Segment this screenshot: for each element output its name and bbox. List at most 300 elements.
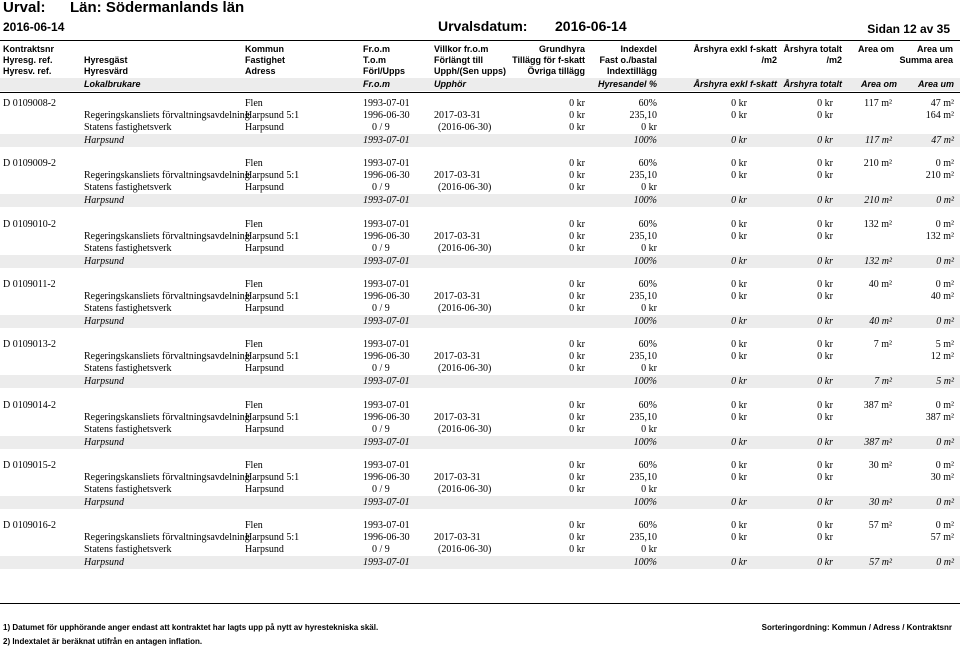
ovriga-tillagg: 0 kr <box>569 242 585 254</box>
arshyra-exkl: 0 kr <box>731 98 747 109</box>
end-date: 1996-06-30 <box>363 230 410 242</box>
sub-area-om: Area om <box>860 79 897 89</box>
arshyra-exkl: 0 kr <box>731 399 747 411</box>
lokalbrukare: Harpsund <box>84 496 125 508</box>
arshyra-exkl-m2: 0 kr <box>731 471 747 483</box>
indexdel: 60% <box>638 98 657 109</box>
bastal: 235,10 <box>629 411 657 423</box>
forlangt-till: 2017-03-31 <box>434 290 481 302</box>
forl-upps: 0 / 9 <box>372 182 390 194</box>
col-hyresgast: Hyresgäst <box>84 55 128 65</box>
hyresvard: Statens fastighetsverk <box>84 483 172 495</box>
summa-area: 387 m² <box>925 411 954 423</box>
footnote-1: 1) Datumet för upphörande anger endast att kontraktet har lagts upp på nytt av hyrestekniska skäl. <box>3 623 379 632</box>
hyresandel: 100% <box>633 436 657 448</box>
area-om: 57 m² <box>868 520 892 532</box>
col-forl-upps: Förl/Upps <box>363 66 405 76</box>
area-om: 387 m² <box>863 399 892 411</box>
end-date: 1996-06-30 <box>363 351 410 363</box>
lokalbrukare: Harpsund <box>84 557 125 569</box>
upphor-date: (2016-06-30) <box>438 122 492 133</box>
kommun: Flen <box>245 218 263 230</box>
bastal: 235,10 <box>629 230 657 242</box>
kommun: Flen <box>245 459 263 471</box>
col-villkor: Villkor fr.o.m <box>434 44 489 54</box>
start-date: 1993-07-01 <box>363 158 410 170</box>
indextillagg: 0 kr <box>641 483 657 495</box>
header-bottom-rule <box>0 92 960 93</box>
lokalbrukare-arshyra-exkl: 0 kr <box>731 376 747 388</box>
sub-lokalbrukare: Lokalbrukare <box>84 79 141 89</box>
kommun: Flen <box>245 339 263 351</box>
fastighet: Harpsund 5:1 <box>245 532 300 544</box>
forl-upps: 0 / 9 <box>372 483 390 495</box>
lokalbrukare-row <box>0 255 960 268</box>
forl-upps: 0 / 9 <box>372 544 390 556</box>
lokalbrukare-arshyra-exkl: 0 kr <box>731 557 747 569</box>
lokalbrukare-area-om: 30 m² <box>869 496 892 508</box>
col-kommun: Kommun <box>245 44 284 54</box>
ovriga-tillagg: 0 kr <box>569 122 585 133</box>
lokalbrukare-arshyra-totalt: 0 kr <box>817 557 833 569</box>
arshyra-exkl-m2: 0 kr <box>731 290 747 302</box>
summa-area: 132 m² <box>925 230 954 242</box>
lokalbrukare-area-um: 5 m² <box>936 376 954 388</box>
arshyra-exkl: 0 kr <box>731 459 747 471</box>
col-from: Fr.o.m <box>363 44 391 54</box>
hyresandel: 100% <box>633 496 657 508</box>
indexdel: 60% <box>638 399 657 411</box>
hyresvard: Statens fastighetsverk <box>84 182 172 194</box>
urvalsdatum-label: Urvalsdatum: <box>438 18 528 34</box>
kommun: Flen <box>245 278 263 290</box>
indextillagg: 0 kr <box>641 302 657 314</box>
col-area-um: Area um <box>916 44 953 54</box>
arshyra-totalt: 0 kr <box>817 218 833 230</box>
forlangt-till: 2017-03-31 <box>434 411 481 423</box>
fastighet: Harpsund 5:1 <box>245 110 300 121</box>
lokalbrukare-area-om: 387 m² <box>864 436 892 448</box>
lokalbrukare-area-um: 0 m² <box>936 496 954 508</box>
forl-upps: 0 / 9 <box>372 423 390 435</box>
tillagg-fskatt: 0 kr <box>569 411 585 423</box>
arshyra-totalt: 0 kr <box>817 98 833 109</box>
forlangt-till: 2017-03-31 <box>434 471 481 483</box>
col-hyresvard: Hyresvärd <box>84 66 129 76</box>
lokalbrukare: Harpsund <box>84 376 125 388</box>
lokalbrukare-arshyra-exkl: 0 kr <box>731 436 747 448</box>
upphor-date: (2016-06-30) <box>438 182 492 194</box>
grundhyra: 0 kr <box>569 218 585 230</box>
start-date: 1993-07-01 <box>363 399 410 411</box>
upphor-date: (2016-06-30) <box>438 423 492 435</box>
lokalbrukare: Harpsund <box>84 255 125 267</box>
forl-upps: 0 / 9 <box>372 242 390 254</box>
arshyra-exkl-m2: 0 kr <box>731 170 747 182</box>
hyresgast: Regeringskansliets förvaltningsavdelning <box>84 290 250 302</box>
summa-area: 210 m² <box>925 170 954 182</box>
arshyra-exkl-m2: 0 kr <box>731 411 747 423</box>
arshyra-exkl-m2: 0 kr <box>731 110 747 121</box>
area-um: 5 m² <box>935 339 954 351</box>
lokalbrukare-row <box>0 496 960 509</box>
hyresgast: Regeringskansliets förvaltningsavdelning <box>84 411 250 423</box>
contract-number: D 0109013-2 <box>3 339 57 351</box>
lokalbrukare-arshyra-exkl: 0 kr <box>731 195 747 207</box>
arshyra-totalt: 0 kr <box>817 158 833 170</box>
fastighet: Harpsund 5:1 <box>245 290 300 302</box>
report-date: 2016-06-14 <box>3 20 65 34</box>
area-om: 132 m² <box>863 218 892 230</box>
start-date: 1993-07-01 <box>363 98 410 109</box>
start-date: 1993-07-01 <box>363 459 410 471</box>
start-date: 1993-07-01 <box>363 278 410 290</box>
bastal: 235,10 <box>629 351 657 363</box>
col-arshyra-totalt-m2: /m2 <box>826 55 842 65</box>
contract-number: D 0109008-2 <box>3 98 57 109</box>
forlangt-till: 2017-03-31 <box>434 170 481 182</box>
summa-area: 30 m² <box>930 471 954 483</box>
col-indextillagg: Indextillägg <box>606 66 657 76</box>
arshyra-totalt-m2: 0 kr <box>817 110 833 121</box>
hyresgast: Regeringskansliets förvaltningsavdelning <box>84 170 250 182</box>
arshyra-totalt-m2: 0 kr <box>817 170 833 182</box>
forlangt-till: 2017-03-31 <box>434 230 481 242</box>
contract-number: D 0109011-2 <box>3 278 56 290</box>
arshyra-exkl-m2: 0 kr <box>731 230 747 242</box>
hyresgast: Regeringskansliets förvaltningsavdelning <box>84 471 250 483</box>
lokalbrukare-from: 1993-07-01 <box>363 496 410 508</box>
end-date: 1996-06-30 <box>363 411 410 423</box>
lokalbrukare-from: 1993-07-01 <box>363 135 410 146</box>
area-om: 210 m² <box>863 158 892 170</box>
area-um: 0 m² <box>935 520 954 532</box>
adress: Harpsund <box>245 483 284 495</box>
col-adress: Adress <box>245 66 276 76</box>
arshyra-totalt: 0 kr <box>817 520 833 532</box>
adress: Harpsund <box>245 363 284 375</box>
hyresvard: Statens fastighetsverk <box>84 423 172 435</box>
lokalbrukare-row <box>0 556 960 569</box>
tillagg-fskatt: 0 kr <box>569 230 585 242</box>
contract-number: D 0109015-2 <box>3 459 57 471</box>
lokalbrukare-from: 1993-07-01 <box>363 195 410 207</box>
arshyra-totalt-m2: 0 kr <box>817 532 833 544</box>
area-um: 0 m² <box>935 278 954 290</box>
hyresandel: 100% <box>633 557 657 569</box>
grundhyra: 0 kr <box>569 339 585 351</box>
indextillagg: 0 kr <box>641 122 657 133</box>
hyresvard: Statens fastighetsverk <box>84 544 172 556</box>
hyresgast: Regeringskansliets förvaltningsavdelning <box>84 230 250 242</box>
arshyra-totalt: 0 kr <box>817 339 833 351</box>
lokalbrukare-arshyra-exkl: 0 kr <box>731 315 747 327</box>
arshyra-exkl: 0 kr <box>731 520 747 532</box>
indextillagg: 0 kr <box>641 242 657 254</box>
col-fast-bastal: Fast o./bastal <box>599 55 657 65</box>
sub-from: Fr.o.m <box>363 79 391 89</box>
tillagg-fskatt: 0 kr <box>569 290 585 302</box>
lokalbrukare-arshyra-totalt: 0 kr <box>817 255 833 267</box>
arshyra-exkl: 0 kr <box>731 339 747 351</box>
forl-upps: 0 / 9 <box>372 363 390 375</box>
urval-label: Urval: <box>3 0 46 16</box>
page-number: Sidan 12 av 35 <box>867 22 950 36</box>
col-arshyra-exkl: Årshyra exkl f-skatt <box>693 44 777 54</box>
upphor-date: (2016-06-30) <box>438 483 492 495</box>
adress: Harpsund <box>245 122 284 133</box>
ovriga-tillagg: 0 kr <box>569 423 585 435</box>
indextillagg: 0 kr <box>641 544 657 556</box>
lokalbrukare-row <box>0 315 960 328</box>
lokalbrukare-area-um: 0 m² <box>936 195 954 207</box>
fastighet: Harpsund 5:1 <box>245 230 300 242</box>
lokalbrukare-from: 1993-07-01 <box>363 376 410 388</box>
arshyra-totalt-m2: 0 kr <box>817 411 833 423</box>
grundhyra: 0 kr <box>569 399 585 411</box>
start-date: 1993-07-01 <box>363 520 410 532</box>
footer-rule <box>0 603 960 604</box>
col-tillagg-fskatt: Tillägg för f-skatt <box>512 55 585 65</box>
contract-number: D 0109016-2 <box>3 520 57 532</box>
lokalbrukare-arshyra-totalt: 0 kr <box>817 135 833 146</box>
footnote-2: 2) Indextalet är beräknat utifrån en antagen inflation. <box>3 637 203 646</box>
hyresandel: 100% <box>633 255 657 267</box>
start-date: 1993-07-01 <box>363 218 410 230</box>
sub-upphor: Upphör <box>434 79 466 89</box>
lokalbrukare-arshyra-exkl: 0 kr <box>731 135 747 146</box>
forlangt-till: 2017-03-31 <box>434 532 481 544</box>
arshyra-exkl-m2: 0 kr <box>731 532 747 544</box>
area-um: 0 m² <box>935 158 954 170</box>
ovriga-tillagg: 0 kr <box>569 182 585 194</box>
arshyra-exkl: 0 kr <box>731 218 747 230</box>
lokalbrukare-area-om: 117 m² <box>865 135 892 146</box>
lokalbrukare-arshyra-totalt: 0 kr <box>817 436 833 448</box>
hyresandel: 100% <box>633 376 657 388</box>
contract-number: D 0109014-2 <box>3 399 57 411</box>
hyresandel: 100% <box>633 195 657 207</box>
fastighet: Harpsund 5:1 <box>245 170 300 182</box>
lokalbrukare-from: 1993-07-01 <box>363 436 410 448</box>
col-arshyra-totalt: Årshyra totalt <box>783 44 842 54</box>
grundhyra: 0 kr <box>569 278 585 290</box>
indextillagg: 0 kr <box>641 182 657 194</box>
adress: Harpsund <box>245 544 284 556</box>
arshyra-totalt-m2: 0 kr <box>817 351 833 363</box>
kommun: Flen <box>245 98 263 109</box>
lokalbrukare: Harpsund <box>84 135 125 146</box>
summa-area: 40 m² <box>930 290 954 302</box>
lokalbrukare-area-om: 7 m² <box>874 376 892 388</box>
lokalbrukare-row <box>0 375 960 388</box>
lokalbrukare-arshyra-totalt: 0 kr <box>817 195 833 207</box>
lokalbrukare-arshyra-totalt: 0 kr <box>817 315 833 327</box>
col-indexdel: Indexdel <box>620 44 657 54</box>
hyresvard: Statens fastighetsverk <box>84 363 172 375</box>
hyresvard: Statens fastighetsverk <box>84 302 172 314</box>
tillagg-fskatt: 0 kr <box>569 471 585 483</box>
arshyra-totalt: 0 kr <box>817 459 833 471</box>
grundhyra: 0 kr <box>569 520 585 532</box>
col-hyresv-ref: Hyresv. ref. <box>3 66 52 76</box>
tillagg-fskatt: 0 kr <box>569 351 585 363</box>
lokalbrukare-from: 1993-07-01 <box>363 315 410 327</box>
tillagg-fskatt: 0 kr <box>569 532 585 544</box>
area-om: 30 m² <box>868 459 892 471</box>
col-forlangt: Förlängt till <box>434 55 483 65</box>
forlangt-till: 2017-03-31 <box>434 110 481 121</box>
bastal: 235,10 <box>629 170 657 182</box>
forl-upps: 0 / 9 <box>372 122 390 133</box>
col-hyresg-ref: Hyresg. ref. <box>3 55 53 65</box>
end-date: 1996-06-30 <box>363 532 410 544</box>
col-kontraktsnr: Kontraktsnr <box>3 44 55 54</box>
lokalbrukare-area-um: 0 m² <box>936 255 954 267</box>
hyresvard: Statens fastighetsverk <box>84 122 172 133</box>
lokalbrukare-from: 1993-07-01 <box>363 557 410 569</box>
area-um: 0 m² <box>935 218 954 230</box>
bastal: 235,10 <box>629 290 657 302</box>
hyresandel: 100% <box>633 315 657 327</box>
sort-order: Sorteringordning: Kommun / Adress / Kontraktsnr <box>761 623 952 632</box>
sub-arshyra-totalt: Årshyra totalt <box>783 79 842 89</box>
start-date: 1993-07-01 <box>363 339 410 351</box>
sub-area-um: Area um <box>917 79 954 89</box>
area-um: 0 m² <box>935 399 954 411</box>
indexdel: 60% <box>638 278 657 290</box>
summa-area: 12 m² <box>930 351 954 363</box>
col-summa-area: Summa area <box>899 55 953 65</box>
lokalbrukare-area-um: 47 m² <box>931 135 954 146</box>
col-grundhyra: Grundhyra <box>538 44 585 54</box>
hyresgast: Regeringskansliets förvaltningsavdelning <box>84 532 250 544</box>
arshyra-exkl: 0 kr <box>731 158 747 170</box>
adress: Harpsund <box>245 423 284 435</box>
col-tom: T.o.m <box>363 55 387 65</box>
sub-hyresandel: Hyresandel % <box>597 79 657 89</box>
header-top-rule <box>0 40 960 41</box>
tillagg-fskatt: 0 kr <box>569 170 585 182</box>
col-ovriga-tillagg: Övriga tillägg <box>527 66 585 76</box>
arshyra-totalt-m2: 0 kr <box>817 471 833 483</box>
hyresgast: Regeringskansliets förvaltningsavdelning <box>84 351 250 363</box>
end-date: 1996-06-30 <box>363 471 410 483</box>
lokalbrukare-arshyra-exkl: 0 kr <box>731 255 747 267</box>
indexdel: 60% <box>638 520 657 532</box>
contract-number: D 0109009-2 <box>3 158 57 170</box>
ovriga-tillagg: 0 kr <box>569 302 585 314</box>
indexdel: 60% <box>638 158 657 170</box>
end-date: 1996-06-30 <box>363 110 410 121</box>
tillagg-fskatt: 0 kr <box>569 110 585 121</box>
grundhyra: 0 kr <box>569 158 585 170</box>
lokalbrukare-row <box>0 436 960 449</box>
ovriga-tillagg: 0 kr <box>569 544 585 556</box>
bastal: 235,10 <box>629 532 657 544</box>
hyresvard: Statens fastighetsverk <box>84 242 172 254</box>
col-area-om: Area om <box>857 44 894 54</box>
kommun: Flen <box>245 399 263 411</box>
lokalbrukare: Harpsund <box>84 315 125 327</box>
forlangt-till: 2017-03-31 <box>434 351 481 363</box>
fastighet: Harpsund 5:1 <box>245 411 300 423</box>
arshyra-totalt: 0 kr <box>817 278 833 290</box>
urvalsdatum-value: 2016-06-14 <box>555 18 627 34</box>
fastighet: Harpsund 5:1 <box>245 471 300 483</box>
area-um: 0 m² <box>935 459 954 471</box>
bastal: 235,10 <box>629 110 657 121</box>
area-om: 7 m² <box>873 339 892 351</box>
lokalbrukare-area-om: 132 m² <box>864 255 892 267</box>
adress: Harpsund <box>245 182 284 194</box>
lokalbrukare-arshyra-totalt: 0 kr <box>817 496 833 508</box>
arshyra-totalt-m2: 0 kr <box>817 290 833 302</box>
area-um: 47 m² <box>930 98 954 109</box>
upphor-date: (2016-06-30) <box>438 242 492 254</box>
end-date: 1996-06-30 <box>363 170 410 182</box>
lokalbrukare-area-om: 57 m² <box>869 557 892 569</box>
grundhyra: 0 kr <box>569 98 585 109</box>
end-date: 1996-06-30 <box>363 290 410 302</box>
lokalbrukare-area-um: 0 m² <box>936 315 954 327</box>
sub-arshyra-exkl: Årshyra exkl f-skatt <box>693 79 777 89</box>
indexdel: 60% <box>638 459 657 471</box>
hyresandel: 100% <box>633 135 657 146</box>
lokalbrukare-row <box>0 134 960 147</box>
hyresgast: Regeringskansliets förvaltningsavdelning <box>84 110 250 121</box>
ovriga-tillagg: 0 kr <box>569 483 585 495</box>
indextillagg: 0 kr <box>641 423 657 435</box>
upphor-date: (2016-06-30) <box>438 544 492 556</box>
summa-area: 164 m² <box>925 110 954 121</box>
kommun: Flen <box>245 158 263 170</box>
ovriga-tillagg: 0 kr <box>569 363 585 375</box>
indexdel: 60% <box>638 339 657 351</box>
col-arshyra-exkl-m2: /m2 <box>761 55 777 65</box>
fastighet: Harpsund 5:1 <box>245 351 300 363</box>
grundhyra: 0 kr <box>569 459 585 471</box>
forl-upps: 0 / 9 <box>372 302 390 314</box>
kommun: Flen <box>245 520 263 532</box>
arshyra-totalt-m2: 0 kr <box>817 230 833 242</box>
upphor-date: (2016-06-30) <box>438 302 492 314</box>
upphor-date: (2016-06-30) <box>438 363 492 375</box>
arshyra-totalt: 0 kr <box>817 399 833 411</box>
lokalbrukare: Harpsund <box>84 195 125 207</box>
lokalbrukare-from: 1993-07-01 <box>363 255 410 267</box>
area-om: 117 m² <box>864 98 892 109</box>
lokalbrukare-area-om: 40 m² <box>869 315 892 327</box>
indexdel: 60% <box>638 218 657 230</box>
summa-area: 57 m² <box>930 532 954 544</box>
lokalbrukare-area-um: 0 m² <box>936 436 954 448</box>
contract-number: D 0109010-2 <box>3 218 57 230</box>
lokalbrukare: Harpsund <box>84 436 125 448</box>
indextillagg: 0 kr <box>641 363 657 375</box>
area-om: 40 m² <box>868 278 892 290</box>
arshyra-exkl-m2: 0 kr <box>731 351 747 363</box>
col-upph: Upph/(Sen upps) <box>434 66 506 76</box>
adress: Harpsund <box>245 242 284 254</box>
adress: Harpsund <box>245 302 284 314</box>
arshyra-exkl: 0 kr <box>731 278 747 290</box>
col-fastighet: Fastighet <box>245 55 286 65</box>
lokalbrukare-area-um: 0 m² <box>936 557 954 569</box>
lokalbrukare-area-om: 210 m² <box>864 195 892 207</box>
bastal: 235,10 <box>629 471 657 483</box>
lokalbrukare-row <box>0 194 960 207</box>
